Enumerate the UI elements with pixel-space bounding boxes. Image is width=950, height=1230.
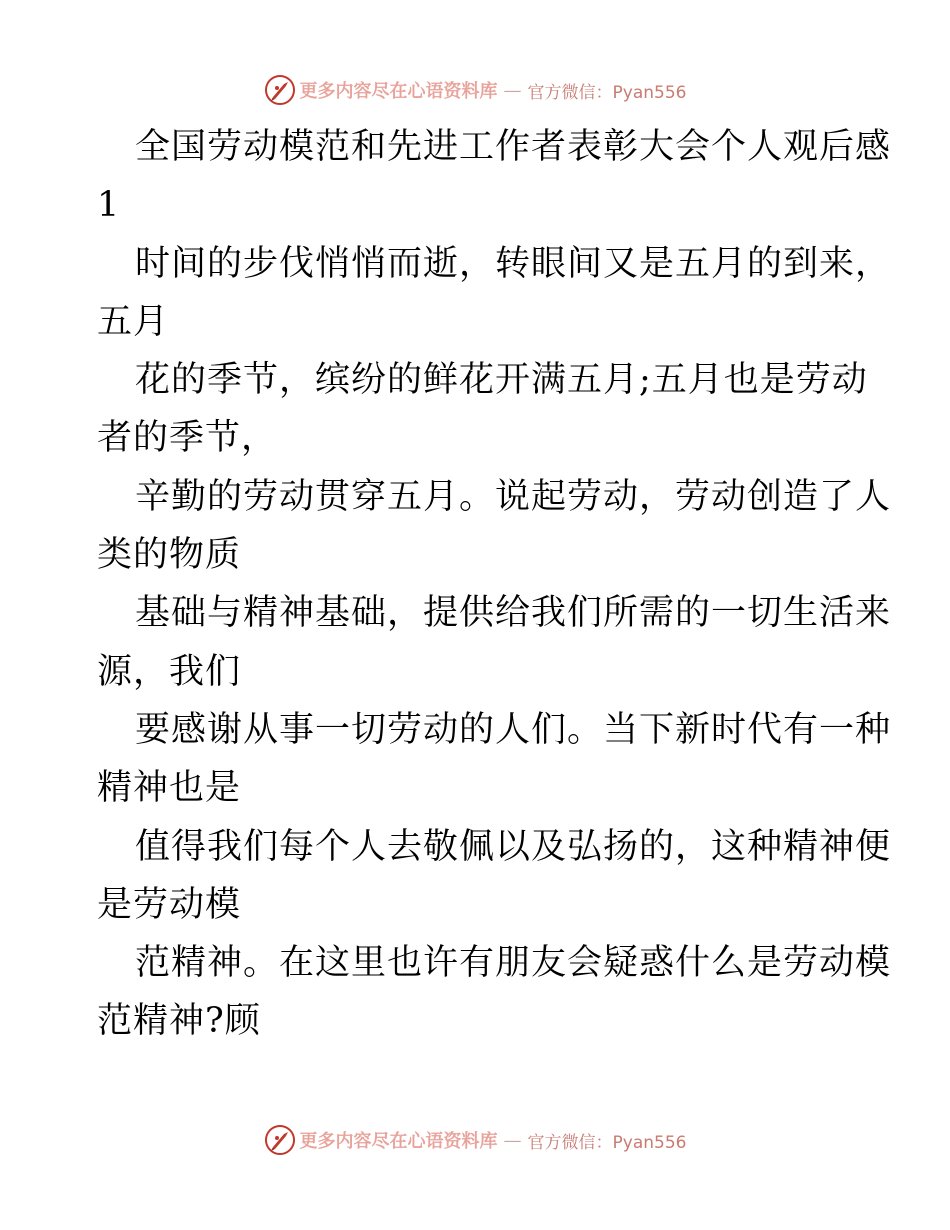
document-line: 辛勤的劳动贯穿五月。说起劳动，劳动创造了人 [135,476,892,517]
document-line: 是劳动模 [97,884,242,925]
header-watermark-banner [0,70,950,110]
quill-pen-logo-icon [264,74,296,106]
document-line: 范精神?顾 [97,1001,261,1042]
quill-pen-logo-icon [264,1124,296,1156]
footer-watermark-wechat: 官方微信：Pyan556 [527,1132,687,1153]
header-watermark-wechat: 官方微信：Pyan556 [527,82,687,103]
document-line: 值得我们每个人去敬佩以及弘扬的，这种精神便 [135,826,892,867]
footer-watermark-content [264,1124,687,1156]
document-line: 源，我们 [97,651,242,692]
document-line: 类的物质 [97,535,242,576]
header-watermark-separator: — [503,79,522,101]
header-watermark-content [264,74,687,106]
document-line: 时间的步伐悄悄而逝，转眼间又是五月的到来， [135,243,892,284]
document-line: 五月 [97,301,170,342]
document-line: 1 [97,185,121,226]
document-body [97,118,892,1051]
footer-watermark-banner [0,1120,950,1160]
document-line: 者的季节， [97,418,278,459]
document-line: 范精神。在这里也许有朋友会疑惑什么是劳动模 [135,943,892,984]
footer-watermark-separator: — [503,1129,522,1151]
document-line: 基础与精神基础，提供给我们所需的一切生活来 [135,593,892,634]
document-line: 要感谢从事一切劳动的人们。当下新时代有一种 [135,709,892,750]
header-watermark-text: 更多内容尽在心语资料库 [299,81,498,102]
footer-watermark-text: 更多内容尽在心语资料库 [299,1131,498,1152]
document-line: 精神也是 [97,768,242,809]
document-line: 花的季节，缤纷的鲜花开满五月;五月也是劳动 [135,360,868,401]
document-line: 全国劳动模范和先进工作者表彰大会个人观后感 [135,127,892,167]
